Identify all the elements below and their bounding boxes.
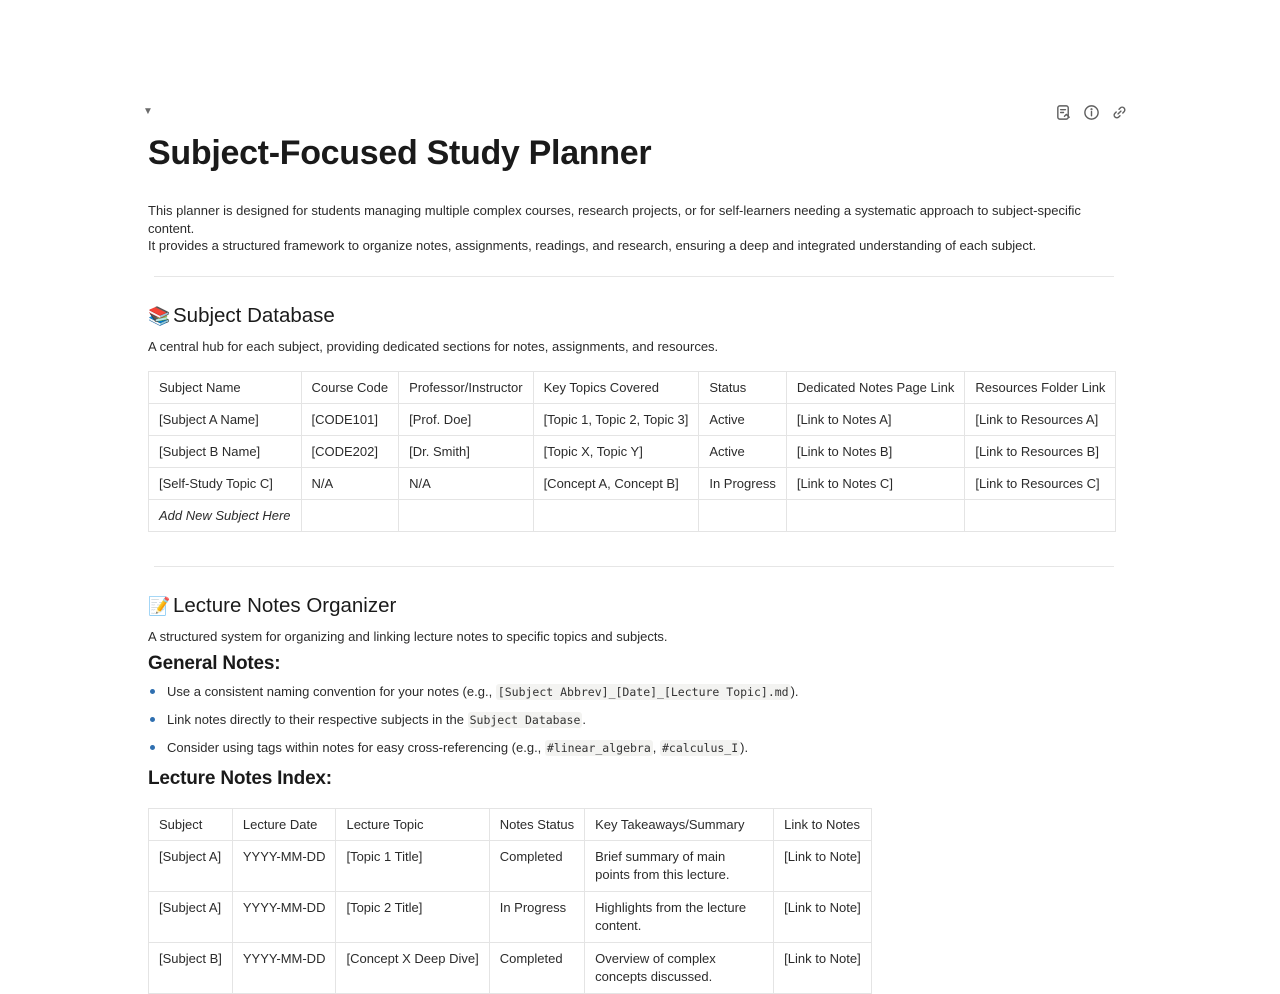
table-cell[interactable]: [Link to Notes A]: [786, 403, 965, 435]
page-content: [148, 130, 1114, 994]
table-cell[interactable]: [533, 499, 699, 531]
table-header-row: [149, 808, 872, 840]
bullet-text: ).: [740, 739, 749, 755]
add-subject-cell[interactable]: Add New Subject Here: [149, 499, 302, 531]
table-cell[interactable]: [Link to Notes C]: [786, 467, 965, 499]
table-cell[interactable]: [Dr. Smith]: [399, 435, 533, 467]
intro-text: [148, 202, 1114, 255]
page-title: Subject-Focused Study Planner: [148, 134, 652, 172]
table-cell[interactable]: [Concept A, Concept B]: [533, 467, 699, 499]
column-header[interactable]: Status: [699, 371, 786, 403]
table-cell[interactable]: [Link to Resources C]: [965, 467, 1116, 499]
table-cell[interactable]: Active: [699, 435, 786, 467]
table-cell[interactable]: [Subject A]: [149, 891, 233, 942]
table-cell[interactable]: N/A: [399, 467, 533, 499]
table-cell[interactable]: [Link to Resources B]: [965, 435, 1116, 467]
divider: [154, 276, 1114, 277]
memo-icon: 📝: [148, 595, 171, 616]
bullet-text: Consider using tags within notes for easy cross-referencing (e.g.,: [167, 739, 545, 755]
divider: [154, 566, 1114, 567]
table-cell[interactable]: Completed: [489, 942, 584, 993]
table-cell[interactable]: [Prof. Doe]: [399, 403, 533, 435]
table-row: [149, 840, 872, 891]
subject-database-heading: [148, 303, 1114, 329]
table-row: [149, 942, 872, 993]
table-cell[interactable]: Brief summary of main points from this lecture.: [585, 840, 774, 891]
table-cell[interactable]: [Link to Note]: [774, 891, 872, 942]
table-cell[interactable]: [Topic 1, Topic 2, Topic 3]: [533, 403, 699, 435]
table-cell[interactable]: [Self-Study Topic C]: [149, 467, 302, 499]
reader-icon[interactable]: [1054, 103, 1072, 121]
inline-code: #calculus_I: [662, 740, 739, 755]
list-item: [148, 739, 1114, 757]
bullet-text: ,: [652, 739, 660, 755]
general-notes-list: [148, 683, 1114, 757]
page-actions: [1054, 103, 1128, 121]
general-notes-heading: General Notes:: [148, 652, 281, 674]
table-cell[interactable]: [301, 499, 399, 531]
column-header[interactable]: Key Topics Covered: [533, 371, 699, 403]
subject-database-description: A central hub for each subject, providing dedicated sections for notes, assignments, and resources.: [148, 338, 719, 354]
table-cell[interactable]: [Link to Note]: [774, 942, 872, 993]
table-cell[interactable]: [Link to Notes B]: [786, 435, 965, 467]
table-cell[interactable]: Active: [699, 403, 786, 435]
table-cell[interactable]: In Progress: [489, 891, 584, 942]
table-cell[interactable]: [Concept X Deep Dive]: [336, 942, 489, 993]
table-cell[interactable]: [Link to Note]: [774, 840, 872, 891]
lecture-notes-title: Lecture Notes Organizer: [173, 593, 397, 617]
table-cell[interactable]: YYYY-MM-DD: [232, 942, 336, 993]
table-cell[interactable]: YYYY-MM-DD: [232, 840, 336, 891]
column-header[interactable]: Subject Name: [149, 371, 302, 403]
table-cell[interactable]: [Subject A Name]: [149, 403, 302, 435]
table-cell[interactable]: Highlights from the lecture content.: [585, 891, 774, 942]
table-row: [149, 403, 1116, 435]
column-header[interactable]: Course Code: [301, 371, 399, 403]
table-row: [149, 891, 872, 942]
column-header[interactable]: Professor/Instructor: [399, 371, 533, 403]
column-header[interactable]: Link to Notes: [774, 808, 872, 840]
subject-database-title: Subject Database: [173, 303, 335, 327]
bullet-text: ).: [790, 683, 799, 699]
bullet-text: Link notes directly to their respective subjects in the: [167, 711, 468, 727]
column-header[interactable]: Notes Status: [489, 808, 584, 840]
table-row: [149, 467, 1116, 499]
lecture-notes-table: [148, 808, 872, 994]
column-header[interactable]: Lecture Topic: [336, 808, 489, 840]
table-header-row: [149, 371, 1116, 403]
table-cell[interactable]: [965, 499, 1116, 531]
table-cell[interactable]: N/A: [301, 467, 399, 499]
column-header[interactable]: Key Takeaways/Summary: [585, 808, 774, 840]
link-icon[interactable]: [1110, 103, 1128, 121]
column-header[interactable]: Subject: [149, 808, 233, 840]
column-header[interactable]: Resources Folder Link: [965, 371, 1116, 403]
table-cell[interactable]: [Topic 2 Title]: [336, 891, 489, 942]
lecture-notes-index-heading: Lecture Notes Index:: [148, 767, 332, 789]
table-cell[interactable]: In Progress: [699, 467, 786, 499]
bullet-text: Use a consistent naming convention for your notes (e.g.,: [167, 683, 496, 699]
table-cell[interactable]: [Topic X, Topic Y]: [533, 435, 699, 467]
table-cell[interactable]: [CODE202]: [301, 435, 399, 467]
table-cell[interactable]: [786, 499, 965, 531]
subject-database-table: [148, 371, 1116, 532]
intro-line-1: This planner is designed for students managing multiple complex courses, research projects, or for self-learners needing a systematic approach to subject-specific content.: [148, 203, 1081, 236]
table-cell[interactable]: Completed: [489, 840, 584, 891]
intro-line-2: It provides a structured framework to organize notes, assignments, readings, and research, ensuring a deep and integrated understanding of each subject.: [148, 238, 1037, 253]
table-row: [149, 435, 1116, 467]
table-cell[interactable]: [Subject B]: [149, 942, 233, 993]
table-cell[interactable]: YYYY-MM-DD: [232, 891, 336, 942]
inline-code: Subject Database: [469, 712, 581, 727]
column-header[interactable]: Dedicated Notes Page Link: [786, 371, 965, 403]
table-cell[interactable]: [699, 499, 786, 531]
table-cell[interactable]: [Link to Resources A]: [965, 403, 1116, 435]
column-header[interactable]: Lecture Date: [232, 808, 336, 840]
inline-code: #linear_algebra: [546, 740, 651, 755]
table-cell[interactable]: [CODE101]: [301, 403, 399, 435]
inline-code: [Subject Abbrev]_[Date]_[Lecture Topic].md: [497, 684, 789, 699]
info-icon[interactable]: [1082, 103, 1100, 121]
books-icon: 📚: [148, 305, 171, 326]
bullet-text: .: [582, 711, 586, 727]
table-cell[interactable]: [Subject A]: [149, 840, 233, 891]
lecture-notes-description: A structured system for organizing and linking lecture notes to specific topics and subjects.: [148, 628, 668, 644]
lecture-notes-heading: [148, 593, 1114, 619]
table-cell[interactable]: [Topic 1 Title]: [336, 840, 489, 891]
table-cell[interactable]: Overview of complex concepts discussed.: [585, 942, 774, 993]
collapse-toggle-icon[interactable]: ▼: [143, 106, 153, 117]
list-item: [148, 711, 1114, 729]
table-cell[interactable]: [399, 499, 533, 531]
table-cell[interactable]: [Subject B Name]: [149, 435, 302, 467]
table-row-add: [149, 499, 1116, 531]
list-item: [148, 683, 1114, 701]
